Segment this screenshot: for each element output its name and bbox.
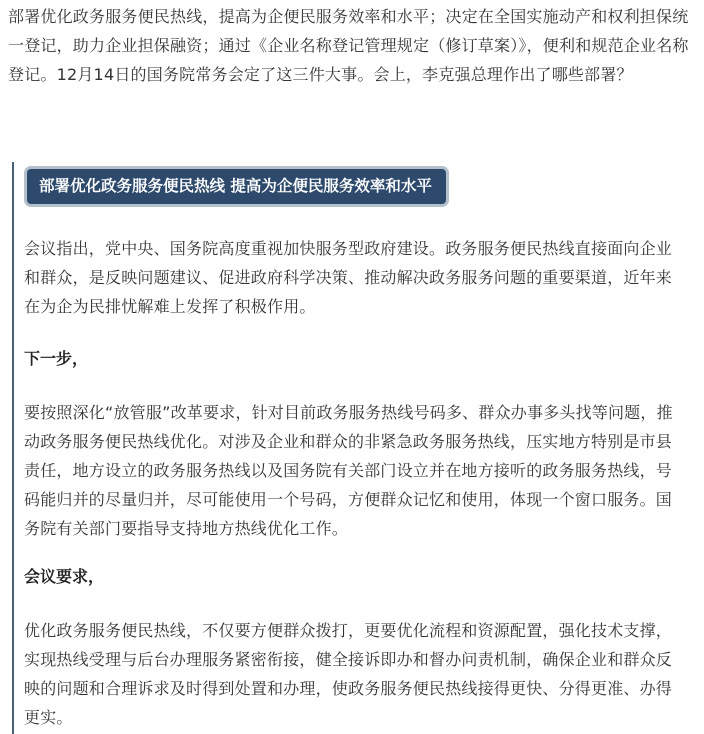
section-label-next-step: 下一步， (24, 349, 89, 368)
article-section (12, 162, 704, 734)
section-paragraph-2: 要按照深化“放管服”改革要求，针对目前政务服务热线号码多、群众办事多头找等问题，推动政务服务便民热线优化。对涉及企业和群众的非紧急政务服务热线，压实地方特别是市县责任，地方设立的政务服务热线以及国务院有关部门设立并在地方接听的政务服务热线，号码能归并的尽量归并，尽可能使用一个号码，方便群众记忆和使用，体现一个窗口服务。国务院有关部门要指导支持地方热线优化工作。 (24, 403, 673, 538)
intro-paragraph: 部署优化政务服务便民热线，提高为企便民服务效率和水平；决定在全国实施动产和权利担保统一登记，助力企业担保融资；通过《企业名称登记管理规定（修订草案）》，便利和规范企业名称登记。12月14日的国务院常务会定了这三件大事。会上，李克强总理作出了哪些部署？ (8, 7, 689, 84)
section-heading: 部署优化政务服务便民热线 提高为企便民服务效率和水平 (24, 166, 449, 207)
section-paragraph-1: 会议指出，党中央、国务院高度重视加快服务型政府建设。政务服务便民热线直接面向企业和群众，是反映问题建议、促进政府科学决策、推动解决政务服务问题的重要渠道，近年来在为企为民排忧解难上发挥了积极作用。 (24, 239, 673, 316)
section-paragraph-3: 优化政务服务便民热线，不仅要方便群众拨打，更要优化流程和资源配置，强化技术支撑，实现热线受理与后台办理服务紧密衔接，健全接诉即办和督办问责机制，确保企业和群众反映的问题和合理诉求及时得到处置和办理，使政务服务便民热线接得更快、分得更准、办得更实。 (24, 621, 673, 727)
section-label-meeting-requirement: 会议要求， (24, 567, 105, 586)
